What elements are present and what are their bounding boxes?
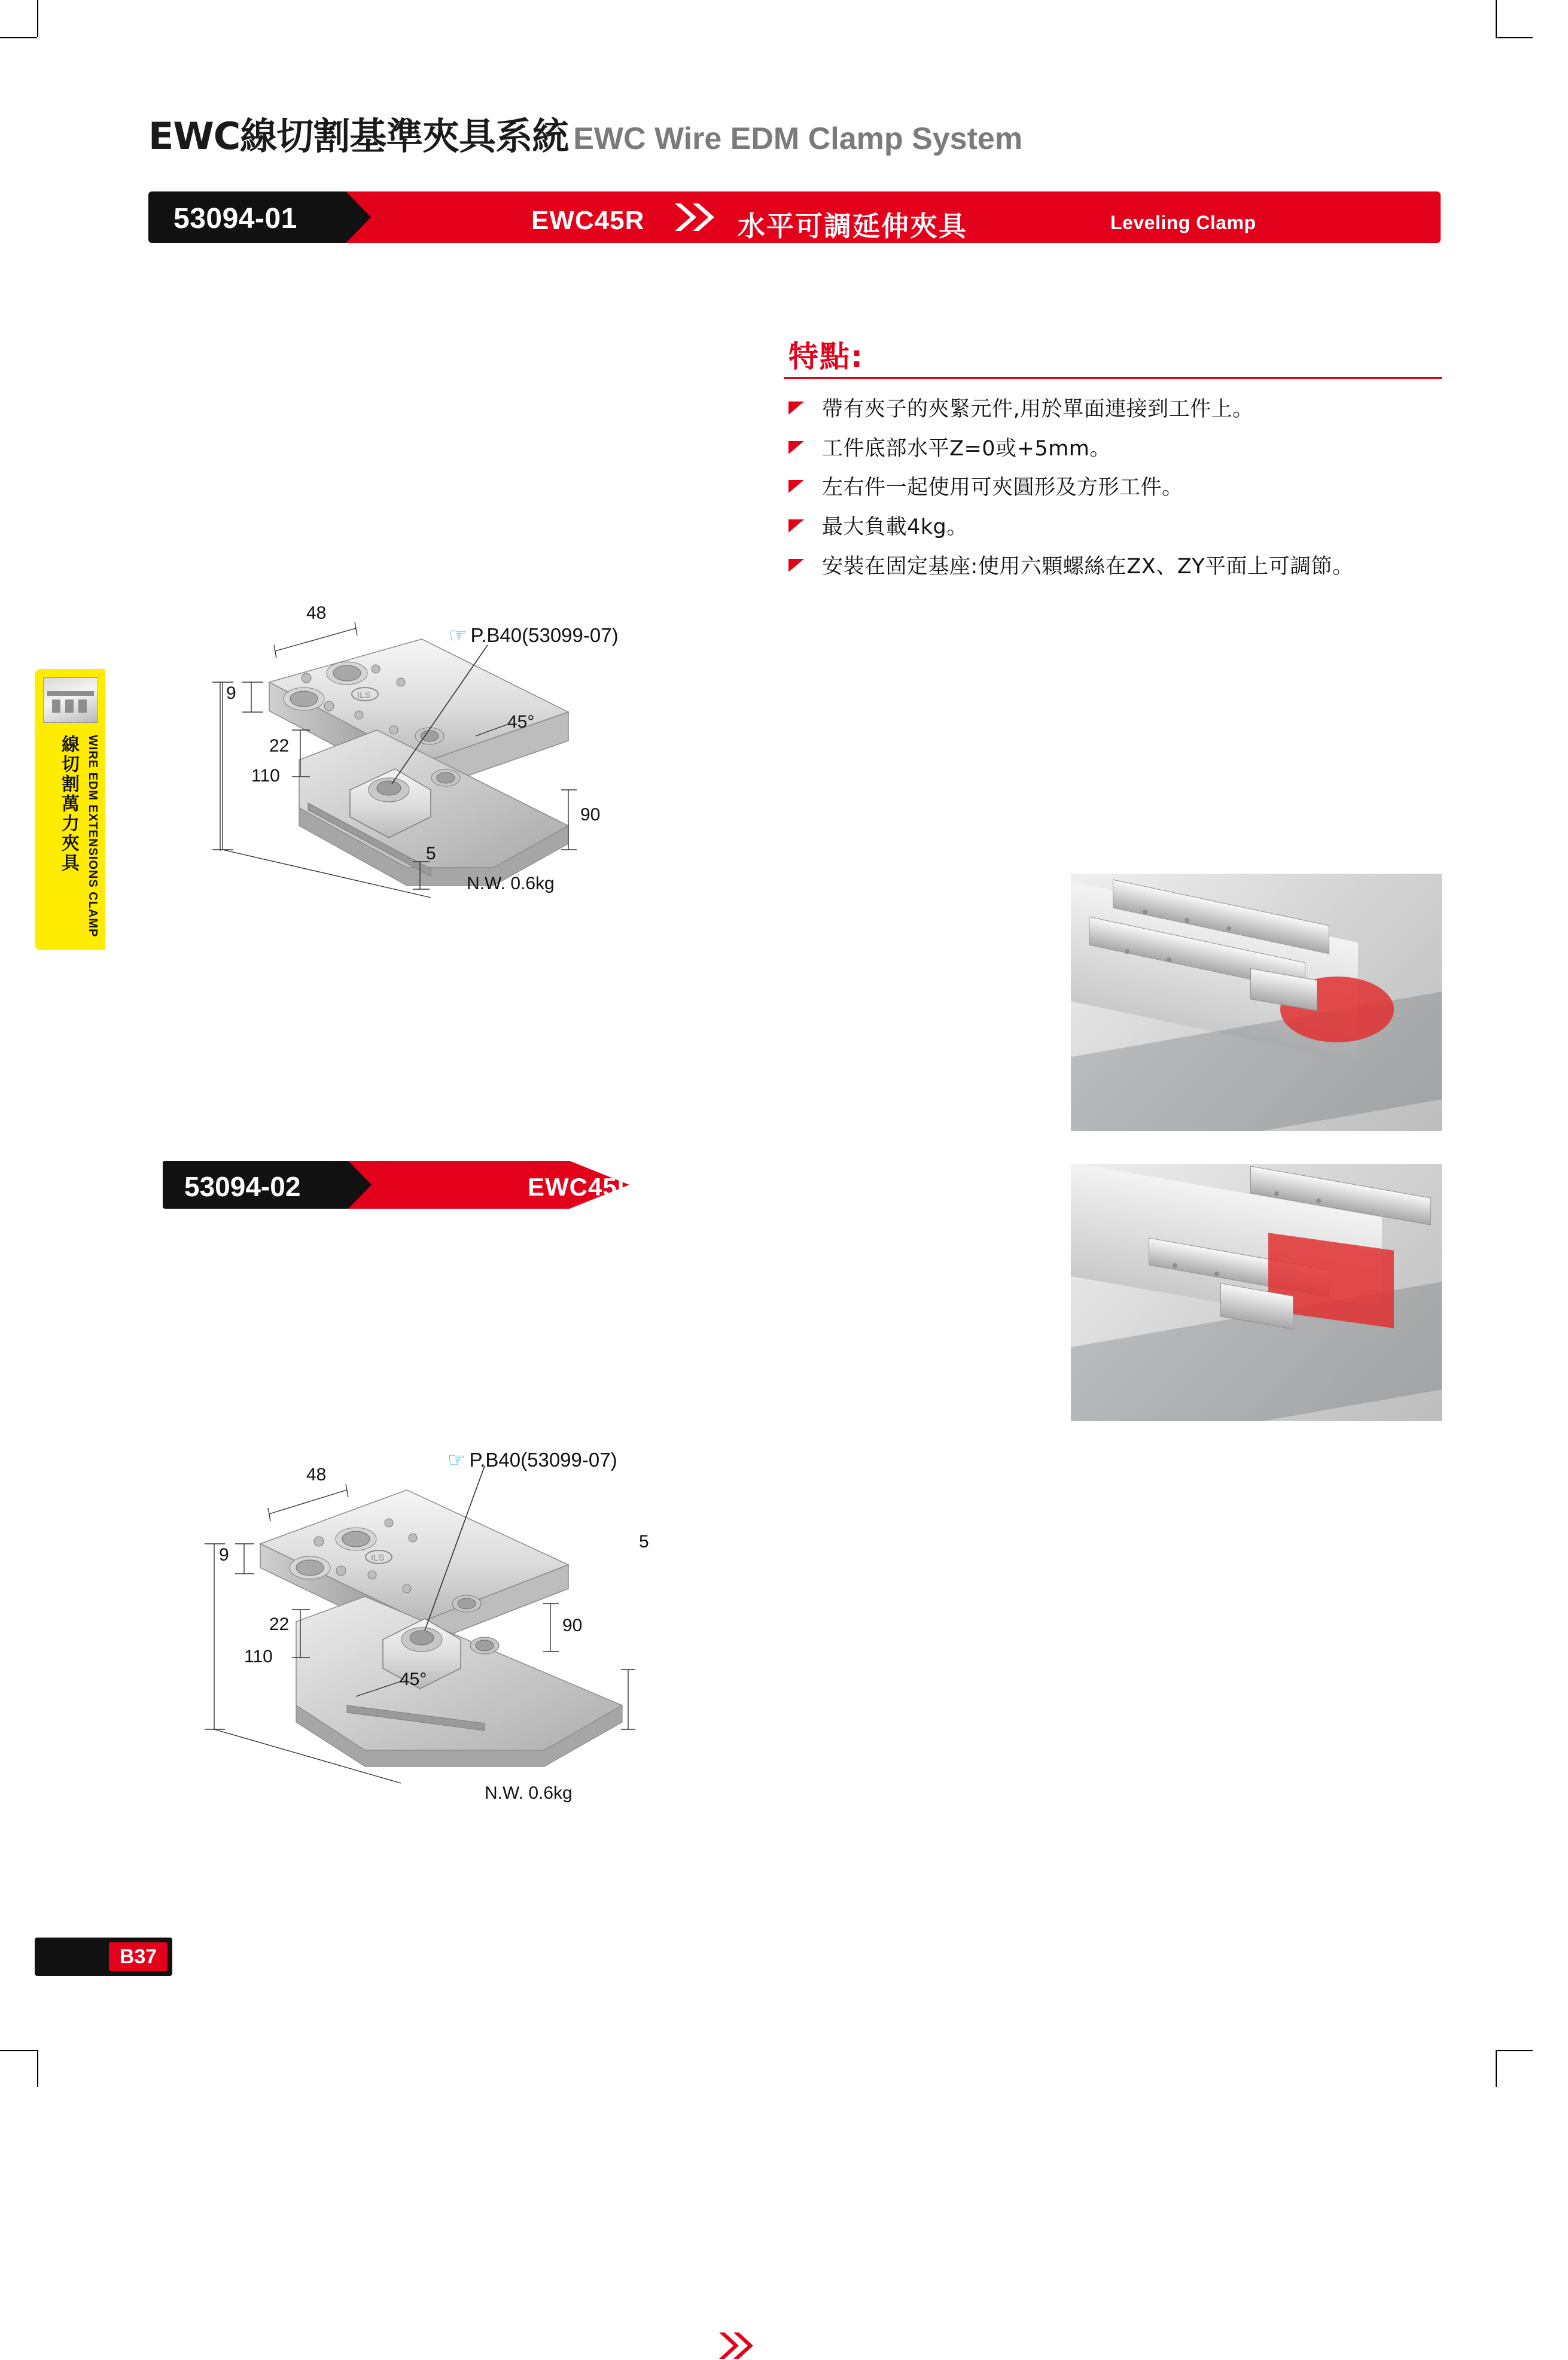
crop-mark-bottom-left [37,2050,38,2087]
photo-hole [1185,918,1189,923]
net-weight-bottom: N.W. 0.6kg [485,1783,573,1803]
feature-item [788,473,1453,503]
svg-text:ILS: ILS [357,690,371,700]
features-heading: 特點: [788,339,864,374]
banner-code: 53094-01 [173,203,297,235]
drawing-bottom-svg [150,1424,796,1861]
dim-5-bottom: 5 [639,1532,649,1552]
svg-text:ILS: ILS [371,1553,385,1563]
photo-hole [1316,1199,1321,1203]
feature-text: 最大負載4kg。 [822,515,968,540]
dim-angle-bottom: 45° [400,1669,427,1689]
chevron-right-icon [719,2332,727,2360]
crop-mark-top-left [37,0,38,37]
hand-pointer-icon: ☞ [449,624,467,647]
net-weight-top: N.W. 0.6kg [467,874,555,893]
photo-hole [1173,1263,1177,1268]
product-banner-53094-01 [148,191,1441,243]
page-title [148,107,1022,160]
drawing-top-svg [150,610,784,1053]
tag2-code: 53094-02 [184,1171,301,1202]
dim-22-top: 22 [269,736,290,756]
crop-mark-left-top [0,37,37,38]
dim-9-bottom: 9 [219,1545,229,1565]
dim-9-top: 9 [226,683,236,703]
feature-text: 工件底部水平Z=0或+5mm。 [822,436,1111,461]
feature-item [788,395,1453,425]
feature-item [788,513,1453,543]
crop-mark-top-right [1496,0,1497,37]
page-footer [35,1938,172,1976]
dim-48-top: 48 [306,603,327,623]
feature-text: 帶有夾子的夾緊元件,用於單面連接到工件上。 [822,397,1254,421]
feature-text: 安裝在固定基座:使用六顆螺絲在ZX、ZY平面上可調節。 [822,554,1354,579]
photo-hole [1167,957,1171,962]
dim-90-bottom: 90 [562,1616,583,1635]
dim-angle-top: 45° [507,712,535,732]
product-banner-53094-02 [163,1161,634,1209]
photo-hole [1274,1191,1279,1196]
reference-pointer-text-top: P.B40(53099-07) [470,624,619,646]
triangle-bullet-icon [788,480,804,493]
reference-pointer-top [449,624,619,647]
dim-5-top: 5 [426,844,436,863]
reference-pointer-text-bottom: P.B40(53099-07) [469,1449,617,1471]
dim-90-top: 90 [580,805,601,825]
dim-110-bottom: 110 [244,1647,273,1666]
triangle-bullet-icon [788,519,804,533]
section-side-tab [35,669,105,950]
banner-name-cn: 水平可調延伸夾具 [738,210,967,242]
photo-hole [1143,910,1147,914]
feature-item [788,434,1453,464]
dim-22-bottom: 22 [269,1614,290,1634]
triangle-bullet-icon [788,441,804,454]
feature-item [788,552,1453,582]
page-number: B37 [109,1942,168,1971]
side-tab-thumbnail-icon [43,677,98,723]
crop-mark-bottom-right [1496,2050,1497,2087]
dim-110-top: 110 [251,766,280,786]
application-photo-2 [1071,1164,1442,1421]
chevron-right-icon [675,203,683,231]
tag2-model: EWC45L [528,1173,634,1201]
page-title-cn: EWC線切割基準夾具系統 [148,114,569,158]
technical-drawing-bottom [150,1424,796,1861]
photo-hole [1125,949,1129,954]
features-divider [784,377,1442,379]
triangle-bullet-icon [788,559,804,572]
photo-hole [1226,926,1231,931]
crop-mark-right-bottom [1496,2050,1533,2051]
feature-text: 左右件一起使用可夾圓形及方形工件。 [822,476,1183,500]
features-list [788,395,1453,591]
hand-pointer-icon: ☞ [447,1449,466,1471]
side-tab-label-cn: 線切割萬力夾具 [58,735,79,873]
triangle-bullet-icon [788,402,804,415]
technical-drawing-top [150,603,784,1053]
side-tab-label-en: WIRE EDM EXTENSIONS CLAMP [86,735,99,938]
crop-mark-right-top [1496,37,1533,38]
crop-mark-left-bottom [0,2050,37,2051]
page-title-en: EWC Wire EDM Clamp System [573,121,1023,156]
banner-model: EWC45R [531,206,645,235]
reference-pointer-bottom [447,1448,617,1472]
application-photo-1 [1071,874,1442,1131]
photo-hole [1214,1272,1219,1276]
dim-48-bottom: 48 [306,1465,327,1485]
banner-name-en: Leveling Clamp [1110,212,1256,233]
